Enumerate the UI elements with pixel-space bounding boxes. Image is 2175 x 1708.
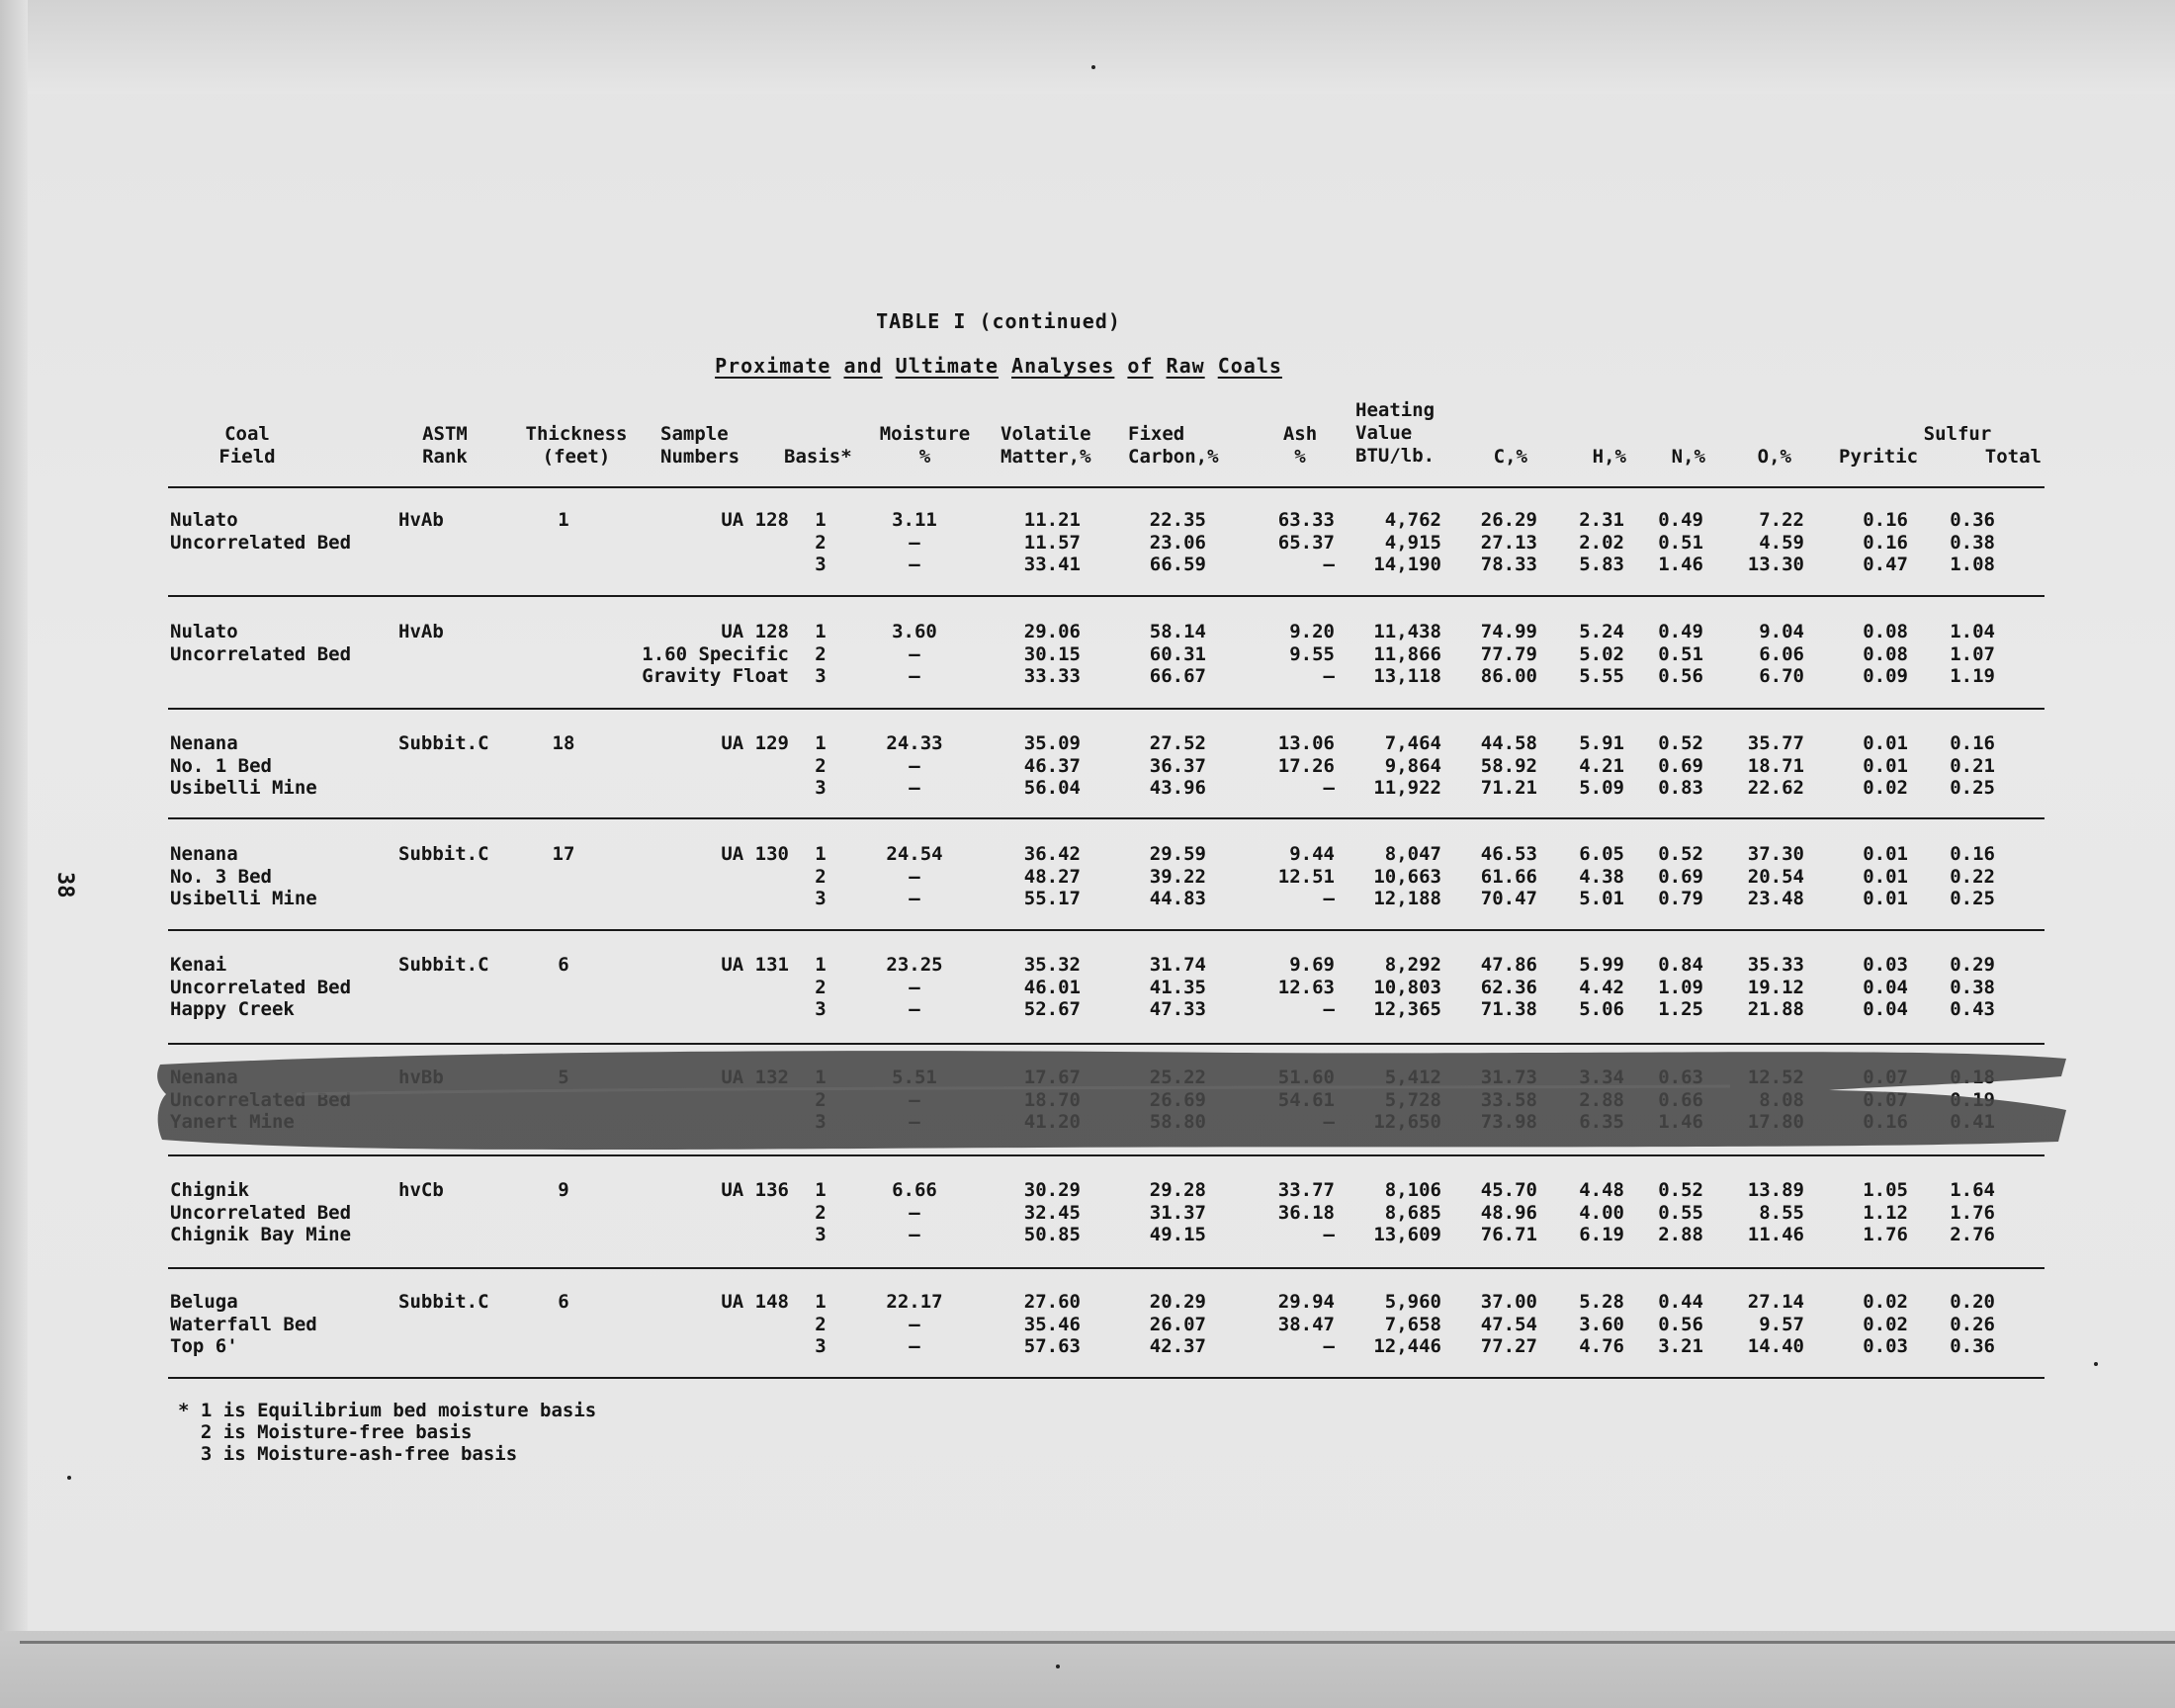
cell-moisture: 24.33 — —	[886, 732, 943, 799]
cell-pyritic: 0.02 0.02 0.03	[1863, 1291, 1908, 1357]
cell-heating: 8,047 10,663 12,188	[1373, 843, 1441, 909]
table-title: TABLE I (continued)	[876, 309, 1121, 333]
header-nitrogen: N,%	[1671, 446, 1705, 468]
cell-thickness: 6	[558, 1291, 569, 1313]
cell-volatile: 35.32 46.01 52.67	[1023, 954, 1081, 1020]
cell-fixed: 31.74 41.35 47.33	[1149, 954, 1206, 1020]
subtitle-word: Analyses	[1011, 354, 1115, 378]
cell-sample: UA 148	[721, 1291, 789, 1313]
cell-moisture: 6.66 — —	[892, 1179, 937, 1245]
cell-basis: 1 2 3	[815, 843, 826, 909]
cell-thickness: 17	[552, 843, 575, 865]
header-hydrogen: H,%	[1592, 446, 1626, 468]
cell-field: Nenana No. 3 Bed Usibelli Mine	[170, 843, 317, 909]
cell-c: 44.58 58.92 71.21	[1480, 732, 1537, 799]
page-bottom-edge	[20, 1641, 2175, 1644]
cell-ash: 13.06 17.26 —	[1277, 732, 1335, 799]
cell-h: 6.05 4.38 5.01	[1579, 843, 1624, 909]
cell-h: 2.31 2.02 5.83	[1579, 509, 1624, 575]
cell-rank: HvAb	[398, 621, 444, 642]
cell-volatile: 30.29 32.45 50.85	[1023, 1179, 1081, 1245]
row-rule	[168, 1154, 2044, 1156]
cell-basis: 1 2 3	[815, 732, 826, 799]
marker-redaction-stroke	[148, 1043, 2071, 1153]
cell-ash: 9.44 12.51 —	[1277, 843, 1335, 909]
cell-moisture: 3.60 — —	[892, 621, 937, 687]
cell-o: 27.14 9.57 14.40	[1747, 1291, 1804, 1357]
scan-speck	[67, 1476, 71, 1480]
cell-n: 0.49 0.51 1.46	[1658, 509, 1703, 575]
row-rule	[168, 595, 2044, 597]
cell-volatile: 27.60 35.46 57.63	[1023, 1291, 1081, 1357]
cell-total: 1.64 1.76 2.76	[1950, 1179, 1995, 1245]
cell-n: 0.52 0.69 0.83	[1658, 732, 1703, 799]
row-rule	[168, 708, 2044, 710]
cell-n: 0.44 0.56 3.21	[1658, 1291, 1703, 1357]
scan-speck	[1091, 65, 1095, 69]
cell-fixed: 29.59 39.22 44.83	[1149, 843, 1206, 909]
cell-pyritic: 0.16 0.16 0.47	[1863, 509, 1908, 575]
header-fixed-carbon: Fixed Carbon,%	[1128, 423, 1219, 468]
header-total: Total	[1984, 446, 2042, 468]
cell-h: 5.99 4.42 5.06	[1579, 954, 1624, 1020]
cell-ash: 29.94 38.47 —	[1277, 1291, 1335, 1357]
cell-field: Beluga Waterfall Bed Top 6'	[170, 1291, 317, 1357]
subtitle-word: Ultimate	[895, 354, 999, 378]
cell-field: Nenana No. 1 Bed Usibelli Mine	[170, 732, 317, 799]
cell-c: 47.86 62.36 71.38	[1480, 954, 1537, 1020]
cell-n: 0.49 0.51 0.56	[1658, 621, 1703, 687]
cell-thickness: 18	[552, 732, 575, 754]
cell-o: 37.30 20.54 23.48	[1747, 843, 1804, 909]
scan-speck	[1056, 1665, 1060, 1668]
cell-fixed: 58.14 60.31 66.67	[1149, 621, 1206, 687]
cell-o: 13.89 8.55 11.46	[1747, 1179, 1804, 1245]
page-number: 38	[52, 872, 77, 898]
cell-volatile: 29.06 30.15 33.33	[1023, 621, 1081, 687]
cell-n: 0.84 1.09 1.25	[1658, 954, 1703, 1020]
scan-speck	[2094, 1362, 2098, 1366]
cell-total: 1.04 1.07 1.19	[1950, 621, 1995, 687]
cell-total: 0.16 0.21 0.25	[1950, 732, 1995, 799]
cell-total: 0.29 0.38 0.43	[1950, 954, 1995, 1020]
row-rule	[168, 1267, 2044, 1269]
cell-pyritic: 0.03 0.04 0.04	[1863, 954, 1908, 1020]
subtitle-word: and	[843, 354, 883, 378]
cell-total: 0.36 0.38 1.08	[1950, 509, 1995, 575]
cell-rank: HvAb	[398, 509, 444, 531]
header-rule	[168, 486, 2044, 488]
cell-field: Nulato Uncorrelated Bed	[170, 509, 352, 554]
row-rule	[168, 1377, 2044, 1379]
cell-heating: 4,762 4,915 14,190	[1373, 509, 1441, 575]
cell-c: 37.00 47.54 77.27	[1480, 1291, 1537, 1357]
cell-h: 5.24 5.02 5.55	[1579, 621, 1624, 687]
cell-h: 5.28 3.60 4.76	[1579, 1291, 1624, 1357]
cell-moisture: 24.54 — —	[886, 843, 943, 909]
scan-top-band	[0, 0, 2175, 94]
cell-n: 0.52 0.55 2.88	[1658, 1179, 1703, 1245]
cell-heating: 11,438 11,866 13,118	[1373, 621, 1441, 687]
cell-field: Nulato Uncorrelated Bed	[170, 621, 352, 665]
cell-sample: UA 128 1.60 Specific Gravity Float	[642, 621, 789, 687]
header-heating-value: Heating Value BTU/lb.	[1355, 399, 1436, 467]
cell-n: 0.52 0.69 0.79	[1658, 843, 1703, 909]
header-sample-numbers: Sample Numbers	[660, 423, 740, 468]
cell-fixed: 22.35 23.06 66.59	[1149, 509, 1206, 575]
cell-rank: Subbit.C	[398, 954, 489, 976]
cell-basis: 1 2 3	[815, 509, 826, 575]
cell-pyritic: 0.01 0.01 0.02	[1863, 732, 1908, 799]
cell-ash: 9.20 9.55 —	[1289, 621, 1335, 687]
cell-field: Kenai Uncorrelated Bed Happy Creek	[170, 954, 352, 1020]
cell-basis: 1 2 3	[815, 954, 826, 1020]
cell-sample: UA 136	[721, 1179, 789, 1201]
cell-total: 0.16 0.22 0.25	[1950, 843, 1995, 909]
cell-pyritic: 0.01 0.01 0.01	[1863, 843, 1908, 909]
cell-sample: UA 130	[721, 843, 789, 865]
subtitle-word: Proximate	[715, 354, 831, 378]
table-subtitle	[0, 354, 2086, 378]
cell-o: 35.33 19.12 21.88	[1747, 954, 1804, 1020]
footnote: * 1 is Equilibrium bed moisture basis 2 is Moisture-free basis 3 is Moisture-ash-free basis	[178, 1400, 597, 1465]
cell-ash: 33.77 36.18 —	[1277, 1179, 1335, 1245]
cell-volatile: 36.42 48.27 55.17	[1023, 843, 1081, 909]
cell-basis: 1 2 3	[815, 1291, 826, 1357]
cell-fixed: 29.28 31.37 49.15	[1149, 1179, 1206, 1245]
cell-moisture: 23.25 — —	[886, 954, 943, 1020]
cell-moisture: 3.11 — —	[892, 509, 937, 575]
cell-h: 4.48 4.00 6.19	[1579, 1179, 1624, 1245]
cell-rank: Subbit.C	[398, 732, 489, 754]
cell-ash: 9.69 12.63 —	[1277, 954, 1335, 1020]
cell-volatile: 35.09 46.37 56.04	[1023, 732, 1081, 799]
header-astm-rank: ASTM Rank	[422, 423, 468, 468]
header-ash: Ash %	[1282, 423, 1318, 468]
cell-thickness: 1	[558, 509, 569, 531]
cell-sample: UA 128	[721, 509, 789, 531]
header-basis: Basis*	[784, 446, 852, 468]
cell-o: 35.77 18.71 22.62	[1747, 732, 1804, 799]
cell-basis: 1 2 3	[815, 1179, 826, 1245]
cell-thickness: 9	[558, 1179, 569, 1201]
cell-total: 0.20 0.26 0.36	[1950, 1291, 1995, 1357]
cell-sample: UA 129	[721, 732, 789, 754]
cell-heating: 5,960 7,658 12,446	[1373, 1291, 1441, 1357]
cell-heating: 7,464 9,864 11,922	[1373, 732, 1441, 799]
cell-heating: 8,292 10,803 12,365	[1373, 954, 1441, 1020]
subtitle-word: Raw	[1166, 354, 1205, 378]
cell-moisture: 22.17 — —	[886, 1291, 943, 1357]
cell-field: Chignik Uncorrelated Bed Chignik Bay Mine	[170, 1179, 352, 1245]
header-carbon: C,%	[1493, 446, 1527, 468]
cell-rank: Subbit.C	[398, 1291, 489, 1313]
cell-heating: 8,106 8,685 13,609	[1373, 1179, 1441, 1245]
subtitle-word: of	[1127, 354, 1154, 378]
cell-c: 74.99 77.79 86.00	[1480, 621, 1537, 687]
cell-rank: hvCb	[398, 1179, 444, 1201]
row-rule	[168, 929, 2044, 931]
cell-fixed: 27.52 36.37 43.96	[1149, 732, 1206, 799]
cell-pyritic: 0.08 0.08 0.09	[1863, 621, 1908, 687]
cell-c: 45.70 48.96 76.71	[1480, 1179, 1537, 1245]
cell-thickness: 6	[558, 954, 569, 976]
header-volatile-matter: Volatile Matter,%	[1000, 423, 1091, 468]
cell-pyritic: 1.05 1.12 1.76	[1863, 1179, 1908, 1245]
scan-left-edge	[0, 0, 28, 1708]
cell-o: 7.22 4.59 13.30	[1747, 509, 1804, 575]
cell-o: 9.04 6.06 6.70	[1759, 621, 1804, 687]
header-oxygen: O,%	[1757, 446, 1791, 468]
cell-ash: 63.33 65.37 —	[1277, 509, 1335, 575]
cell-rank: Subbit.C	[398, 843, 489, 865]
cell-h: 5.91 4.21 5.09	[1579, 732, 1624, 799]
row-rule	[168, 817, 2044, 819]
cell-basis: 1 2 3	[815, 621, 826, 687]
cell-volatile: 11.21 11.57 33.41	[1023, 509, 1081, 575]
cell-fixed: 20.29 26.07 42.37	[1149, 1291, 1206, 1357]
header-sulfur: Sulfur	[1923, 423, 1992, 445]
header-thickness: Thickness (feet)	[525, 423, 628, 468]
header-moisture: Moisture %	[879, 423, 971, 468]
cell-sample: UA 131	[721, 954, 789, 976]
subtitle-word: Coals	[1217, 354, 1282, 378]
header-pyritic: Pyritic	[1839, 446, 1919, 468]
cell-c: 26.29 27.13 78.33	[1480, 509, 1537, 575]
header-coal-field: Coal Field	[218, 423, 276, 468]
cell-c: 46.53 61.66 70.47	[1480, 843, 1537, 909]
